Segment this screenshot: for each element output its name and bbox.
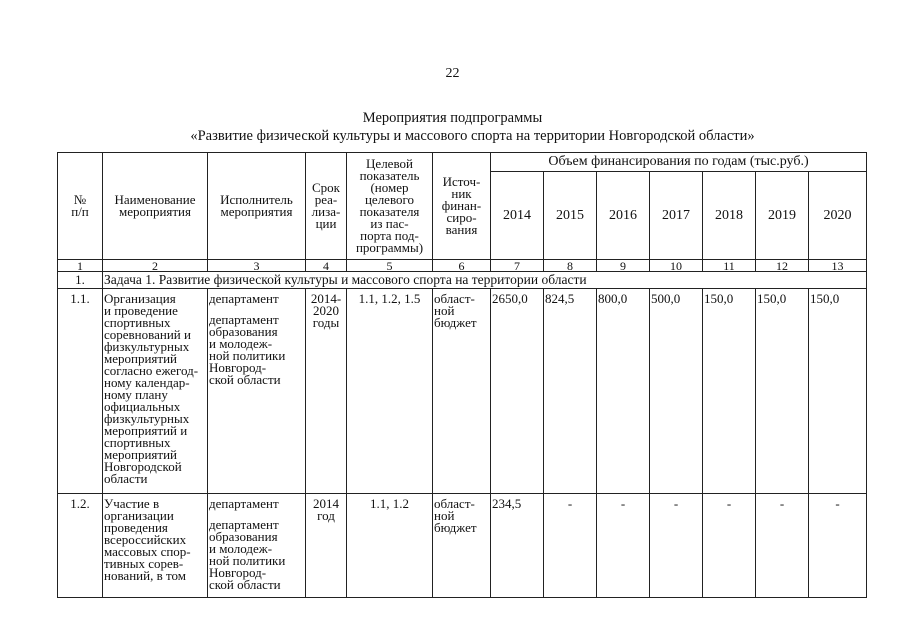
funding-value: -	[544, 494, 597, 598]
column-number: 8	[544, 260, 597, 272]
funding-value: 2650,0	[491, 289, 544, 494]
column-number: 6	[433, 260, 491, 272]
funding-value: 150,0	[809, 289, 867, 494]
column-number: 2	[103, 260, 208, 272]
document-title: Мероприятия подпрограммы	[362, 110, 543, 126]
measure-executor: департамент департамент образования и молодеж- ной политики Новгород- ской области	[208, 494, 306, 598]
table-row	[58, 289, 867, 494]
header-term: Срок реа- лиза- ции	[306, 153, 347, 260]
header-year: 2018	[703, 172, 756, 260]
measure-target-indicator: 1.1, 1.2, 1.5	[347, 289, 433, 494]
column-number: 9	[597, 260, 650, 272]
measure-executor: департамент департамент образования и молодеж- ной политики Новгород- ской области	[208, 289, 306, 494]
column-number: 11	[703, 260, 756, 272]
column-number: 5	[347, 260, 433, 272]
funding-value: 500,0	[650, 289, 703, 494]
document-subtitle: «Развитие физической культуры и массового спорта на территории Новгородской области»	[190, 128, 755, 144]
funding-value: 150,0	[756, 289, 809, 494]
row-number: 1.1.	[58, 289, 103, 494]
funding-value: 800,0	[597, 289, 650, 494]
header-funding-source: Источ- ник финан- сиро- вания	[433, 153, 491, 260]
column-number: 1	[58, 260, 103, 272]
header-name: Наименование мероприятия	[103, 153, 208, 260]
column-number: 4	[306, 260, 347, 272]
task-number: 1.	[58, 272, 103, 289]
column-number: 7	[491, 260, 544, 272]
column-numbers-row	[58, 260, 867, 272]
funding-value: -	[756, 494, 809, 598]
row-number: 1.2.	[58, 494, 103, 598]
column-number: 10	[650, 260, 703, 272]
funding-value: 150,0	[703, 289, 756, 494]
funding-value: -	[703, 494, 756, 598]
header-year: 2020	[809, 172, 867, 260]
header-year: 2017	[650, 172, 703, 260]
measure-term: 2014- 2020 годы	[306, 289, 347, 494]
header-financing: Объем финансирования по годам (тыс.руб.)	[491, 153, 867, 172]
header-year: 2014	[491, 172, 544, 260]
column-number: 12	[756, 260, 809, 272]
task-text: Задача 1. Развитие физической культуры и массового спорта на территории области	[103, 272, 867, 289]
measure-term: 2014 год	[306, 494, 347, 598]
header-year: 2016	[597, 172, 650, 260]
header-year: 2019	[756, 172, 809, 260]
measure-name: Организация и проведение спортивных соревнований и физкультурных мероприятий согласно ежегод- ному календар- ному плану официальных физкультурных мероприятий и спортивных мероприятий Новгородской области	[103, 289, 208, 494]
funding-value: -	[809, 494, 867, 598]
funding-value: 234,5	[491, 494, 544, 598]
measure-funding-source: област- ной бюджет	[433, 289, 491, 494]
header-year: 2015	[544, 172, 597, 260]
funding-value: -	[597, 494, 650, 598]
measures-table	[57, 152, 867, 598]
measure-name: Участие в организации проведения всероссийских массовых спор- тивных сорев- нований, в том	[103, 494, 208, 598]
task-row	[58, 272, 867, 289]
table-row	[58, 494, 867, 598]
measure-target-indicator: 1.1, 1.2	[347, 494, 433, 598]
page-number: 22	[445, 66, 460, 81]
header-target-indicator: Целевой показатель (номер целевого показателя из пас- порта под- программы)	[347, 153, 433, 260]
header-num: № п/п	[58, 153, 103, 260]
header-executor: Исполнитель мероприятия	[208, 153, 306, 260]
column-number: 13	[809, 260, 867, 272]
column-number: 3	[208, 260, 306, 272]
funding-value: -	[650, 494, 703, 598]
funding-value: 824,5	[544, 289, 597, 494]
measure-funding-source: област- ной бюджет	[433, 494, 491, 598]
